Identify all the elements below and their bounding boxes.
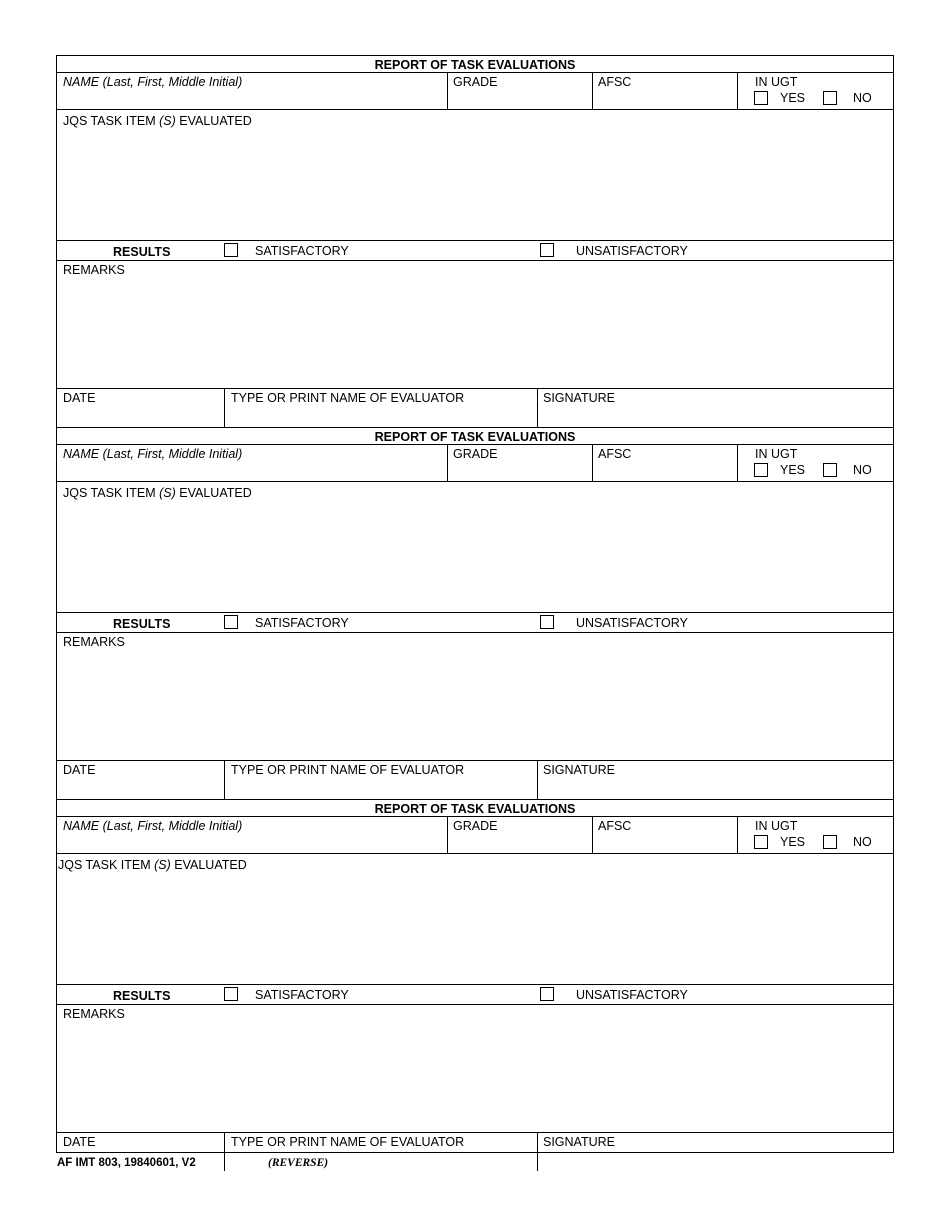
jqs-task-items-label: JQS TASK ITEM (S) EVALUATED bbox=[63, 114, 252, 128]
grade-field[interactable] bbox=[453, 462, 591, 480]
divider bbox=[57, 388, 893, 389]
evaluation-form bbox=[56, 55, 894, 1153]
grade-label: GRADE bbox=[453, 75, 498, 89]
name-label: NAME (Last, First, Middle Initial) bbox=[63, 447, 243, 461]
divider bbox=[447, 816, 448, 853]
grade-field[interactable] bbox=[453, 834, 591, 852]
divider bbox=[57, 1132, 893, 1133]
section-title: REPORT OF TASK EVALUATIONS bbox=[374, 802, 576, 816]
afsc-field[interactable] bbox=[598, 462, 736, 480]
evaluator-name-label: TYPE OR PRINT NAME OF EVALUATOR bbox=[231, 1135, 465, 1149]
in-ugt-label: IN UGT bbox=[755, 819, 798, 833]
section-separator bbox=[57, 799, 893, 800]
signature-label: SIGNATURE bbox=[543, 1135, 615, 1149]
results-label: RESULTS bbox=[113, 245, 171, 259]
yes-label: YES bbox=[780, 91, 806, 105]
divider bbox=[537, 388, 538, 427]
date-field[interactable] bbox=[63, 406, 221, 426]
name-field[interactable] bbox=[63, 834, 443, 852]
divider bbox=[57, 632, 893, 633]
jqs-task-items-field[interactable] bbox=[63, 502, 887, 610]
remarks-label: REMARKS bbox=[63, 1007, 125, 1021]
jqs-task-items-label: JQS TASK ITEM (S) EVALUATED bbox=[58, 858, 247, 872]
results-label: RESULTS bbox=[113, 617, 171, 631]
evaluator-name-label: TYPE OR PRINT NAME OF EVALUATOR bbox=[231, 391, 465, 405]
divider bbox=[737, 444, 738, 481]
divider bbox=[57, 444, 893, 445]
grade-field[interactable] bbox=[453, 90, 591, 108]
unsatisfactory-label: UNSATISFACTORY bbox=[576, 988, 688, 1002]
date-label: DATE bbox=[63, 763, 96, 777]
form-number: AF IMT 803, 19840601, V2 bbox=[57, 1157, 196, 1169]
divider bbox=[224, 1132, 225, 1171]
reverse-label: (REVERSE) bbox=[268, 1157, 329, 1169]
divider bbox=[57, 984, 893, 985]
divider bbox=[224, 760, 225, 799]
name-label: NAME (Last, First, Middle Initial) bbox=[63, 819, 243, 833]
in-ugt-label: IN UGT bbox=[755, 447, 798, 461]
satisfactory-checkbox[interactable] bbox=[224, 987, 238, 1001]
divider bbox=[57, 816, 893, 817]
evaluator-name-field[interactable] bbox=[231, 778, 531, 798]
remarks-label: REMARKS bbox=[63, 635, 125, 649]
section-separator bbox=[57, 427, 893, 428]
in-ugt-no-checkbox[interactable] bbox=[823, 463, 837, 477]
satisfactory-checkbox[interactable] bbox=[224, 243, 238, 257]
afsc-field[interactable] bbox=[598, 90, 736, 108]
divider bbox=[537, 760, 538, 799]
divider bbox=[737, 72, 738, 109]
in-ugt-label: IN UGT bbox=[755, 75, 798, 89]
divider bbox=[57, 72, 893, 73]
unsatisfactory-checkbox[interactable] bbox=[540, 243, 554, 257]
signature-label: SIGNATURE bbox=[543, 391, 615, 405]
section-title: REPORT OF TASK EVALUATIONS bbox=[374, 58, 576, 72]
remarks-field[interactable] bbox=[63, 278, 887, 386]
divider bbox=[57, 1004, 893, 1005]
jqs-task-items-label: JQS TASK ITEM (S) EVALUATED bbox=[63, 486, 252, 500]
name-field[interactable] bbox=[63, 462, 443, 480]
no-label: NO bbox=[853, 835, 872, 849]
results-label: RESULTS bbox=[113, 989, 171, 1003]
remarks-label: REMARKS bbox=[63, 263, 125, 277]
in-ugt-yes-checkbox[interactable] bbox=[754, 463, 768, 477]
jqs-task-items-field[interactable] bbox=[63, 874, 887, 982]
afsc-label: AFSC bbox=[598, 447, 632, 461]
signature-field[interactable] bbox=[543, 406, 887, 426]
yes-label: YES bbox=[780, 463, 806, 477]
name-label: NAME (Last, First, Middle Initial) bbox=[63, 75, 243, 89]
signature-field[interactable] bbox=[543, 778, 887, 798]
divider bbox=[537, 1132, 538, 1171]
divider bbox=[57, 260, 893, 261]
afsc-field[interactable] bbox=[598, 834, 736, 852]
satisfactory-label: SATISFACTORY bbox=[255, 244, 349, 258]
signature-label: SIGNATURE bbox=[543, 763, 615, 777]
date-field[interactable] bbox=[63, 778, 221, 798]
divider bbox=[592, 444, 593, 481]
evaluator-name-label: TYPE OR PRINT NAME OF EVALUATOR bbox=[231, 763, 465, 777]
date-label: DATE bbox=[63, 1135, 96, 1149]
unsatisfactory-label: UNSATISFACTORY bbox=[576, 616, 688, 630]
divider bbox=[224, 388, 225, 427]
in-ugt-no-checkbox[interactable] bbox=[823, 91, 837, 105]
unsatisfactory-label: UNSATISFACTORY bbox=[576, 244, 688, 258]
satisfactory-label: SATISFACTORY bbox=[255, 988, 349, 1002]
in-ugt-yes-checkbox[interactable] bbox=[754, 835, 768, 849]
jqs-task-items-field[interactable] bbox=[63, 130, 887, 238]
divider bbox=[737, 816, 738, 853]
no-label: NO bbox=[853, 463, 872, 477]
remarks-field[interactable] bbox=[63, 1022, 887, 1130]
divider bbox=[592, 816, 593, 853]
divider bbox=[57, 853, 893, 854]
divider bbox=[57, 481, 893, 482]
signature-field[interactable] bbox=[543, 1150, 887, 1170]
date-label: DATE bbox=[63, 391, 96, 405]
unsatisfactory-checkbox[interactable] bbox=[540, 615, 554, 629]
divider bbox=[592, 72, 593, 109]
divider bbox=[57, 240, 893, 241]
afsc-label: AFSC bbox=[598, 819, 632, 833]
divider bbox=[447, 72, 448, 109]
name-field[interactable] bbox=[63, 90, 443, 108]
unsatisfactory-checkbox[interactable] bbox=[540, 987, 554, 1001]
grade-label: GRADE bbox=[453, 447, 498, 461]
yes-label: YES bbox=[780, 835, 806, 849]
grade-label: GRADE bbox=[453, 819, 498, 833]
evaluator-name-field[interactable] bbox=[231, 406, 531, 426]
satisfactory-label: SATISFACTORY bbox=[255, 616, 349, 630]
remarks-field[interactable] bbox=[63, 650, 887, 758]
in-ugt-yes-checkbox[interactable] bbox=[754, 91, 768, 105]
in-ugt-no-checkbox[interactable] bbox=[823, 835, 837, 849]
no-label: NO bbox=[853, 91, 872, 105]
divider bbox=[57, 109, 893, 110]
divider bbox=[57, 760, 893, 761]
divider bbox=[447, 444, 448, 481]
section-title: REPORT OF TASK EVALUATIONS bbox=[374, 430, 576, 444]
divider bbox=[57, 612, 893, 613]
afsc-label: AFSC bbox=[598, 75, 632, 89]
satisfactory-checkbox[interactable] bbox=[224, 615, 238, 629]
